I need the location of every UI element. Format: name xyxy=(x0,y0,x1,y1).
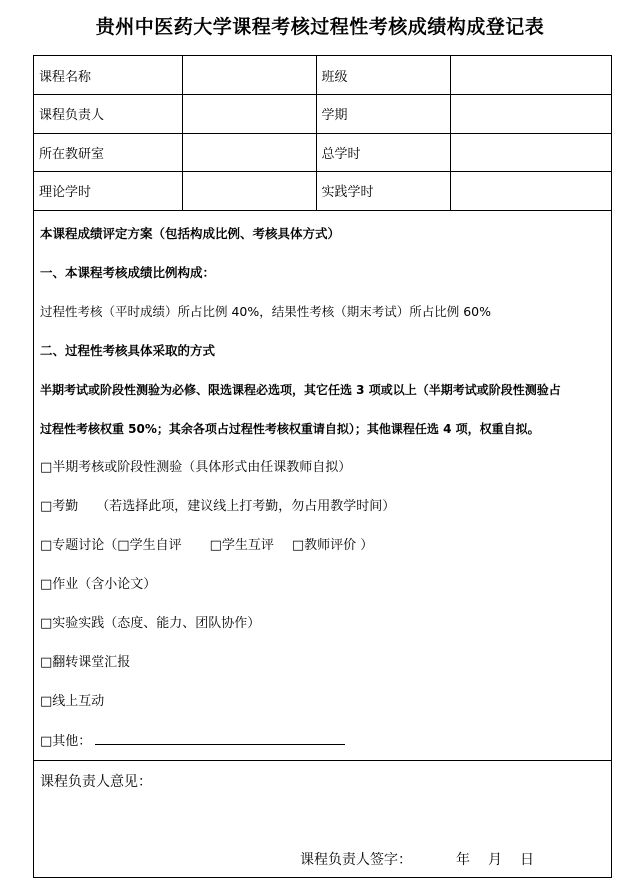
section1-title: 一、本课程考核成绩比例构成： xyxy=(40,265,216,280)
option-discussion[interactable] xyxy=(40,537,373,555)
course-name-label: 课程名称 xyxy=(34,56,182,95)
practice-hours-value[interactable] xyxy=(450,172,611,211)
rule-line-2: 过程性考核权重 50%；其余各项占过程性考核权重请自拟）；其他课程任选 4 项，权重自拟。 xyxy=(40,422,540,436)
section1-ratio-text: 过程性考核（平时成绩）所占比例 40%，结果性考核（期末考试）所占比例 60% xyxy=(40,304,492,319)
course-leader-label: 课程负责人 xyxy=(34,95,182,134)
signature-label: 课程负责人签字： xyxy=(300,852,412,868)
course-name-value[interactable] xyxy=(182,56,316,95)
option-discussion-label: □专题讨论（ xyxy=(40,538,118,553)
date-year: 年 xyxy=(456,852,470,868)
option-midterm[interactable]: □半期考核或阶段性测验（具体形式由任课教师自拟） xyxy=(40,460,352,475)
practice-hours-label: 实践学时 xyxy=(316,172,450,211)
scheme-heading: 本课程成绩评定方案（包括构成比例、考核具体方式） xyxy=(40,226,341,241)
class-label: 班级 xyxy=(316,56,450,95)
registration-form xyxy=(33,55,612,878)
discussion-self-eval[interactable]: □学生自评 xyxy=(117,538,182,553)
discussion-peer-eval[interactable]: □学生互评 xyxy=(209,538,274,553)
class-value[interactable] xyxy=(450,56,611,95)
section2-title: 二、过程性考核具体采取的方式 xyxy=(40,343,216,358)
option-attendance[interactable] xyxy=(40,498,395,516)
theory-hours-value[interactable] xyxy=(182,172,316,211)
option-other[interactable] xyxy=(40,732,345,751)
option-online-interaction[interactable]: □线上互动 xyxy=(40,694,105,709)
department-label: 所在教研室 xyxy=(34,133,182,172)
semester-label: 学期 xyxy=(316,95,450,134)
option-practice[interactable]: □实验实践（态度、能力、团队协作） xyxy=(40,616,261,631)
form-title: 贵州中医药大学课程考核过程性考核成绩构成登记表 xyxy=(95,16,545,38)
semester-value[interactable] xyxy=(450,95,611,134)
discussion-teacher-eval[interactable]: □教师评价 ） xyxy=(291,538,374,553)
other-blank-line[interactable] xyxy=(95,732,345,745)
info-row-course-name xyxy=(34,56,611,95)
date-month: 月 xyxy=(488,852,502,868)
grading-scheme-section xyxy=(34,214,611,761)
date-day: 日 xyxy=(520,852,534,868)
option-attendance-label: □考勤 xyxy=(40,499,79,514)
theory-hours-label: 理论学时 xyxy=(34,172,182,211)
option-other-label: □其他： xyxy=(40,734,92,749)
signature-line xyxy=(300,849,534,869)
department-value[interactable] xyxy=(182,133,316,172)
total-hours-value[interactable] xyxy=(450,133,611,172)
leader-opinion-label: 课程负责人意见： xyxy=(40,774,152,790)
course-leader-value[interactable] xyxy=(182,95,316,134)
option-attendance-note: （若选择此项，建议线上打考勤，勿占用教学时间） xyxy=(96,499,396,514)
option-homework[interactable]: □作业（含小论文） xyxy=(40,577,157,592)
info-row-course-leader xyxy=(34,95,611,134)
info-row-department xyxy=(34,133,611,172)
option-flipped-classroom[interactable]: □翻转课堂汇报 xyxy=(40,655,131,670)
info-row-hours xyxy=(34,172,611,211)
total-hours-label: 总学时 xyxy=(316,133,450,172)
rule-line-1: 半期考试或阶段性测验为必修、限选课程必选项，其它任选 3 项或以上（半期考试或阶段性测验占 xyxy=(40,383,561,397)
course-info-table xyxy=(34,56,611,211)
